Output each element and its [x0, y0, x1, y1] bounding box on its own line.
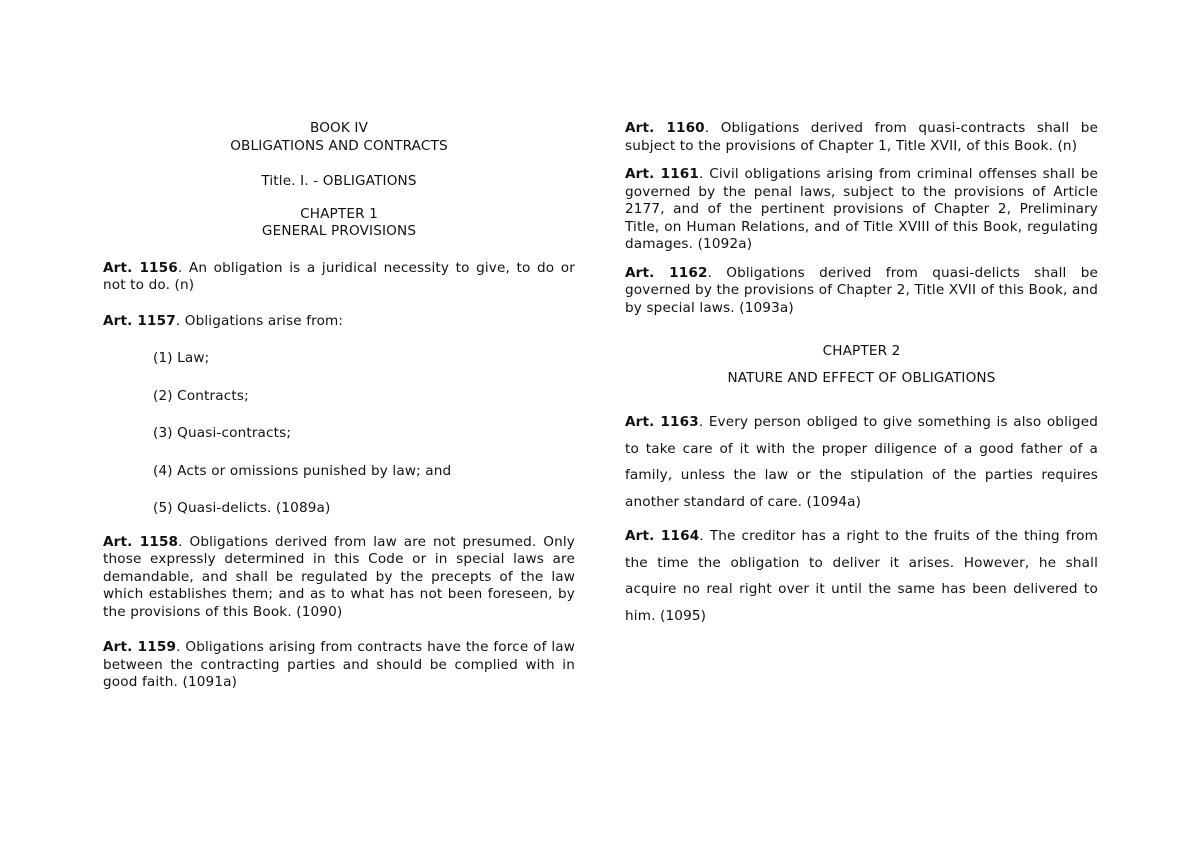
chapter-1-label: CHAPTER 1 [300, 205, 378, 222]
article-1159-text: . Obligations arising from contracts have the force of law between the contracting parties and should be complied with in good faith. (1091a) [103, 639, 575, 690]
article-1164 [625, 523, 1098, 629]
list-item: (5) Quasi-delicts. (1089a) [153, 500, 331, 516]
list-item: (4) Acts or omissions punished by law; and [153, 462, 452, 479]
article-1156 [103, 260, 575, 295]
list-item: (2) Contracts; [153, 387, 249, 404]
article-1161-label: Art. 1161 [625, 166, 700, 182]
article-1159-label: Art. 1159 [103, 639, 177, 655]
article-1159 [103, 639, 575, 692]
article-1162 [625, 265, 1098, 318]
title-heading: Title. I. - OBLIGATIONS [261, 173, 417, 189]
article-1162-text: . Obligations derived from quasi-delicts shall be governed by the provisions of Chapter 2, Title XVII of this Book, and by special laws. (1093a) [625, 264, 1098, 316]
article-1164-label: Art. 1164 [625, 528, 700, 544]
chapter-1-name: GENERAL PROVISIONS [261, 223, 417, 239]
article-1158-text: . Obligations derived from law are not presumed. Only those expressly determined in this Code or in special laws are demandable, and shall be regulated by the precepts of the law which establishes them; and as to what has not been foreseen, by the provisions of this Book. (1090) [103, 533, 575, 620]
article-1156-text: . An obligation is a juridical necessity to give, to do or not to do. (n) [103, 259, 576, 293]
article-1160 [625, 120, 1098, 155]
article-1157 [103, 313, 575, 331]
article-1160-label: Art. 1160 [625, 120, 705, 136]
article-1161 [625, 166, 1098, 254]
article-1157-text: . Obligations arise from: [175, 312, 344, 329]
article-1161-text: . Civil obligations arising from criminal offenses shall be governed by the penal laws, subject to the provisions of Article 2177, and of the pertinent provisions of Chapter 2, Preliminary Title, on Human Relations, and of Title XVIII of this Book, regulating damages. (1092a) [625, 166, 1098, 252]
chapter-2-name: NATURE AND EFFECT OF OBLIGATIONS [727, 369, 996, 386]
article-1157-label: Art. 1157 [103, 312, 176, 329]
article-1162-label: Art. 1162 [625, 264, 708, 281]
article-1158 [103, 534, 575, 622]
article-1156-label: Art. 1156 [103, 259, 178, 276]
left-column [103, 120, 575, 692]
article-1158-label: Art. 1158 [103, 533, 179, 550]
book-title: BOOK IV [309, 120, 369, 136]
list-item: (1) Law; [153, 350, 210, 366]
article-1163 [625, 409, 1098, 515]
list-item: (3) Quasi-contracts; [153, 425, 292, 441]
chapter-2-label: CHAPTER 2 [822, 343, 901, 359]
article-1160-text: . Obligations derived from quasi-contracts shall be subject to the provisions of Chapter 1, Title XVII, of this Book. (n) [625, 120, 1098, 154]
chapter-2-articles [625, 409, 1098, 629]
article-1163-label: Art. 1163 [625, 414, 699, 430]
chapter-1-heading [103, 206, 575, 241]
article-1164-text: . The creditor has a right to the fruits of the thing from the time the obligation to deliver it arises. However, he shall acquire no real right over it until the same has been delivered to him. (1095) [625, 528, 1098, 624]
article-1163-text: . Every person obliged to give something is also obliged to take care of it with the proper diligence of a good father of a family, unless the law or the stipulation of the parties requires another standard of care. (1094a) [625, 414, 1098, 510]
right-column [625, 120, 1098, 629]
book-heading [103, 120, 575, 155]
book-subtitle: OBLIGATIONS AND CONTRACTS [230, 137, 448, 154]
